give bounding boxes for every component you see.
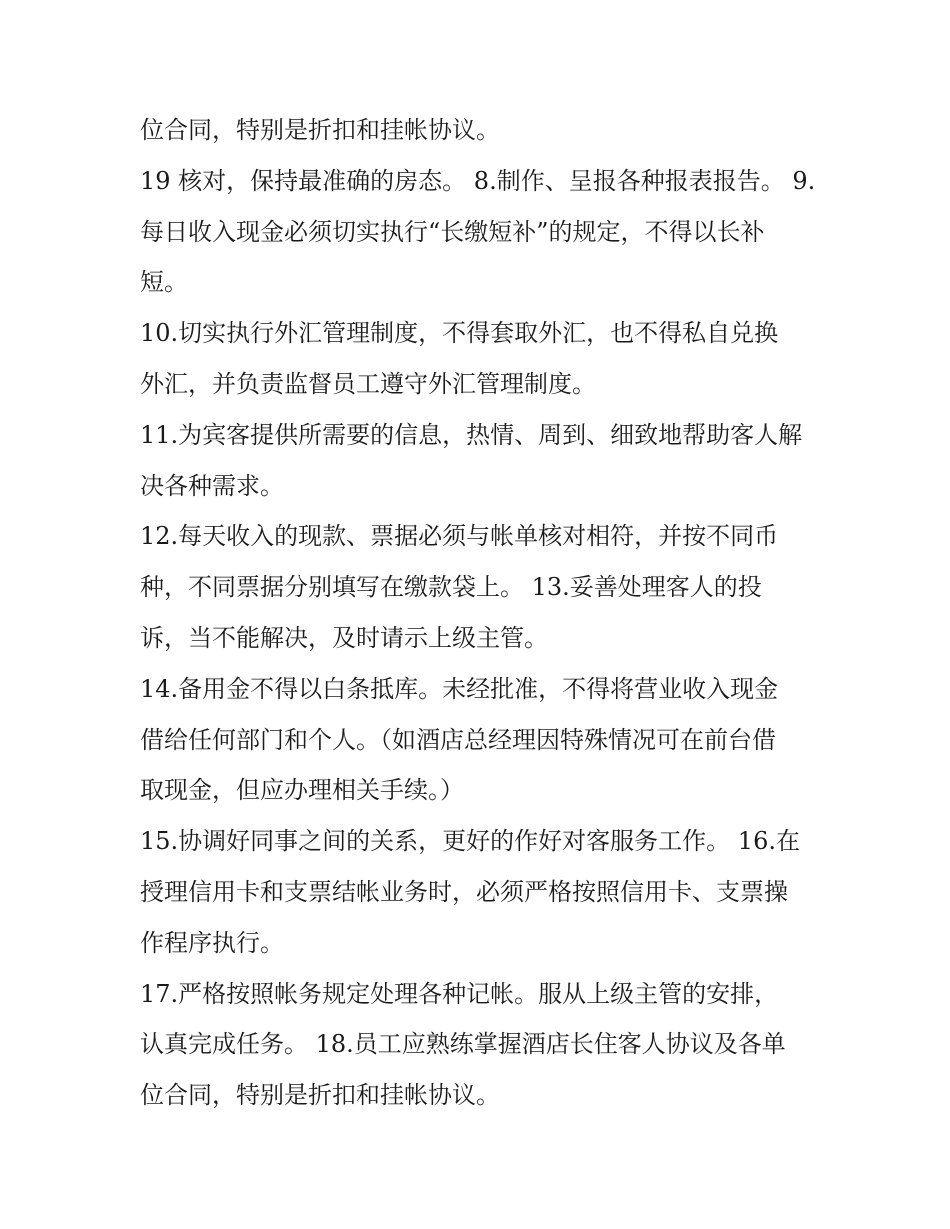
text-line: 短。 xyxy=(140,268,188,297)
text-line: 种，不同票据分别填写在缴款袋上。 13.妥善处理客人的投 xyxy=(140,573,762,602)
document-body xyxy=(140,105,820,1121)
text-line: 诉，当不能解决，及时请示上级主管。 xyxy=(140,623,548,652)
text-line: 认真完成任务。 18.员工应熟练掌握酒店长住客人协议及各单 xyxy=(140,1030,786,1059)
text-line: 作程序执行。 xyxy=(140,928,284,957)
text-line: 10.切实执行外汇管理制度，不得套取外汇，也不得私自兑换 xyxy=(140,319,779,348)
text-line: 每日收入现金必须切实执行“长缴短补”的规定，不得以长补 xyxy=(140,217,765,246)
text-line: 12.每天收入的现款、票据必须与帐单核对相符，并按不同币 xyxy=(140,522,779,551)
text-line: 位合同，特别是折扣和挂帐协议。 xyxy=(140,1081,500,1110)
text-line: 借给任何部门和个人。（如酒店总经理因特殊情况可在前台借 xyxy=(140,725,776,754)
text-line: 17.严格按照帐务规定处理各种记帐。服从上级主管的安排， xyxy=(140,979,779,1008)
text-line: 19 核对，保持最准确的房态。 8.制作、呈报各种报表报告。 9. xyxy=(140,166,816,195)
text-line: 授理信用卡和支票结帐业务时，必须严格按照信用卡、支票操 xyxy=(140,877,788,906)
text-line: 决各种需求。 xyxy=(140,471,284,500)
text-line: 14.备用金不得以白条抵库。未经批准，不得将营业收入现金 xyxy=(140,674,779,703)
text-line: 11.为宾客提供所需要的信息，热情、周到、细致地帮助客人解 xyxy=(140,420,803,449)
text-line: 外汇，并负责监督员工遵守外汇管理制度。 xyxy=(140,369,596,398)
text-line: 位合同，特别是折扣和挂帐协议。 xyxy=(140,116,500,144)
text-line: 取现金，但应办理相关手续。） xyxy=(140,776,464,805)
text-line: 15.协调好同事之间的关系，更好的作好对客服务工作。 16.在 xyxy=(140,827,800,856)
